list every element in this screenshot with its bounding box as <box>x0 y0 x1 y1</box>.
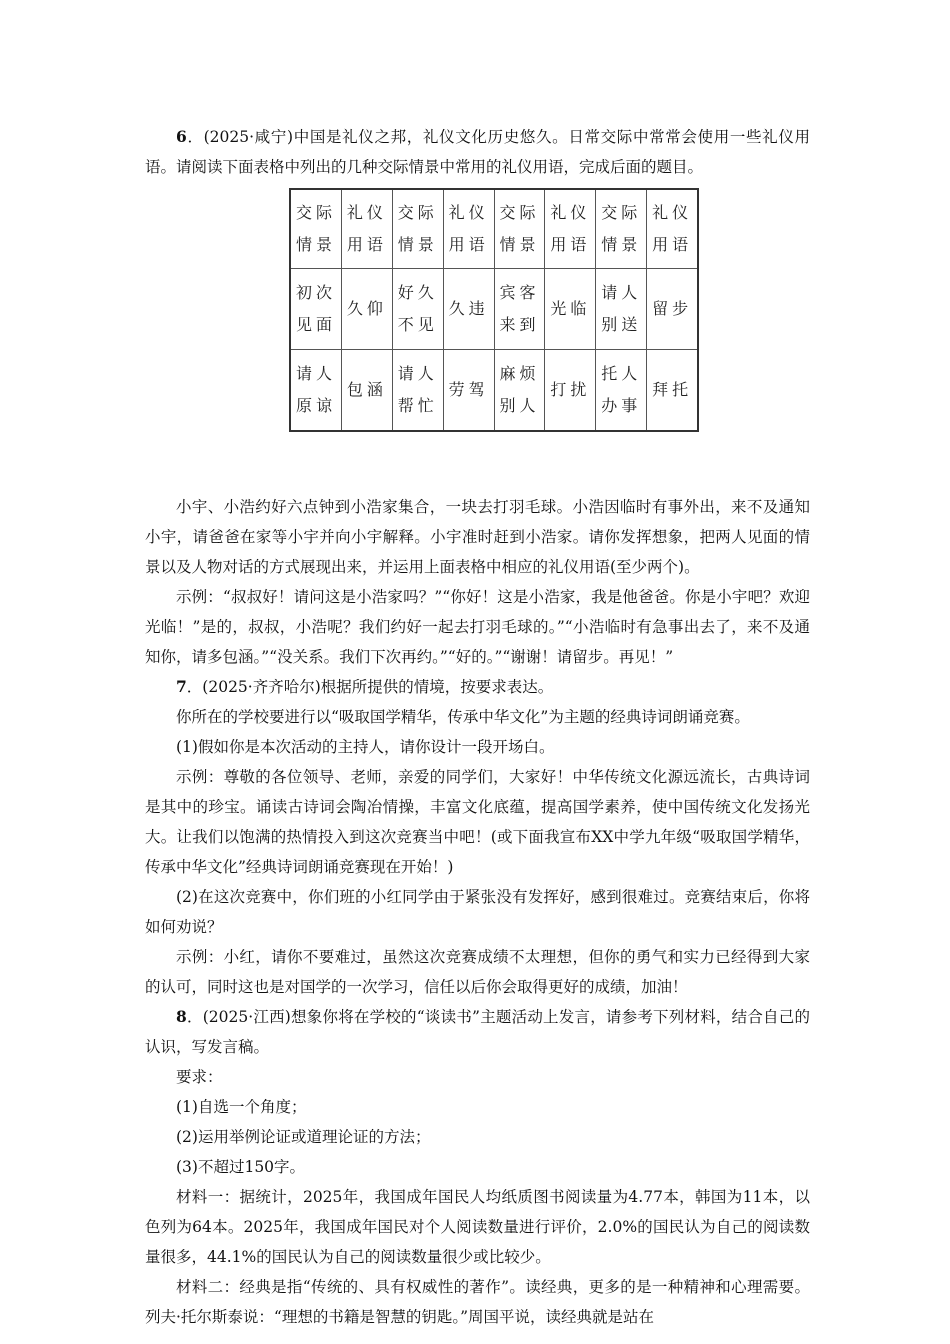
question-7-prompt <box>145 672 810 702</box>
question-8-material-1: 材料一：据统计，2025年，我国成年国民人均纸质图书阅读量为4.77本，韩国为11本，以色列为64本。2025年，我国成年国民对个人阅读数量进行评价，2.0%的国民认为自己的阅读数量很多，44.1%的国民认为自己的阅读数量很少或比较少。 <box>145 1188 810 1266</box>
table-cell: 麻烦别人 <box>494 350 545 432</box>
table-header-cell: 交际情景 <box>596 189 647 269</box>
question-8-requirement-3: (3)不超过150字。 <box>176 1158 306 1176</box>
question-6-number: 6 <box>176 127 187 146</box>
table-row <box>290 350 698 432</box>
question-8-material-2: 材料二：经典是指“传统的、具有权威性的著作”。读经典，更多的是一种精神和心理需要。列夫·托尔斯泰说：“理想的书籍是智慧的钥匙。”周国平说，读经典就是站在 <box>145 1278 810 1326</box>
table-cell: 初次见面 <box>290 269 341 350</box>
table-cell: 好久不见 <box>392 269 443 350</box>
table-cell: 打扰 <box>545 350 596 432</box>
table-header-cell: 礼仪用语 <box>647 189 698 269</box>
table-cell: 拜托 <box>647 350 698 432</box>
question-8-requirement-1: (1)自选一个角度； <box>176 1098 307 1116</box>
question-6-scenario: 小宇、小浩约好六点钟到小浩家集合，一块去打羽毛球。小浩因临时有事外出，来不及通知小宇，请爸爸在家等小宇并向小宇解释。小宇准时赶到小浩家。请你发挥想象，把两人见面的情景以及人物对话的方式展现出来，并运用上面表格中相应的礼仪用语(至少两个)。 <box>145 498 810 576</box>
table-cell: 劳驾 <box>443 350 494 432</box>
question-8-number: 8 <box>176 1007 187 1026</box>
question-6-example: 示例：“叔叔好！请问这是小浩家吗？”“你好！这是小浩家，我是他爸爸。你是小宇吧？欢迎光临！”是的，叔叔，小浩呢？我们约好一起去打羽毛球的。”“小浩临时有急事出去了，来不及通知你，请多包涵。”“没关系。我们下次再约。”“好的。”“谢谢！请留步。再见！” <box>145 588 810 666</box>
table-header-cell: 礼仪用语 <box>545 189 596 269</box>
question-7-example-2: 示例：小红，请你不要难过，虽然这次竞赛成绩不太理想，但你的勇气和实力已经得到大家的认可，同时这也是对国学的一次学习，信任以后你会取得更好的成绩，加油！ <box>145 948 810 996</box>
table-cell: 请人别送 <box>596 269 647 350</box>
table-cell: 光临 <box>545 269 596 350</box>
table-header-cell: 礼仪用语 <box>341 189 392 269</box>
etiquette-table-wrapper <box>289 188 699 432</box>
table-cell: 久违 <box>443 269 494 350</box>
table-row <box>290 269 698 350</box>
question-7-example-1: 示例：尊敬的各位领导、老师，亲爱的同学们，大家好！中华传统文化源远流长，古典诗词是其中的珍宝。诵读古诗词会陶冶情操，丰富文化底蕴，提高国学素养，使中国传统文化发扬光大。让我们以饱满的热情投入到这次竞赛当中吧！(或下面我宣布XX中学九年级“吸取国学精华，传承中华文化”经典诗词朗诵竞赛现在开始！) <box>145 768 810 876</box>
table-cell: 留步 <box>647 269 698 350</box>
question-8-requirements-title: 要求： <box>176 1068 223 1086</box>
question-7-number: 7 <box>176 677 187 696</box>
table-cell: 请人帮忙 <box>392 350 443 432</box>
question-8-requirement-2: (2)运用举例论证或道理论证的方法； <box>176 1128 431 1146</box>
table-cell: 请人原谅 <box>290 350 341 432</box>
question-8-text: ．(2025·江西)想象你将在学校的“谈读书”主题活动上发言，请参考下列材料，结合自己的认识，写发言稿。 <box>145 1008 810 1056</box>
table-cell: 包涵 <box>341 350 392 432</box>
question-6-text: ．(2025·咸宁)中国是礼仪之邦，礼仪文化历史悠久。日常交际中常常会使用一些礼仪用语。请阅读下面表格中列出的几种交际情景中常用的礼仪用语，完成后面的题目。 <box>145 128 810 176</box>
question-7-text: ．(2025·齐齐哈尔)根据所提供的情境，按要求表达。 <box>186 678 554 696</box>
question-7-part-2: (2)在这次竞赛中，你们班的小红同学由于紧张没有发挥好，感到很难过。竞赛结束后，你将如何劝说？ <box>145 888 810 936</box>
table-cell: 托人办事 <box>596 350 647 432</box>
table-header-cell: 礼仪用语 <box>443 189 494 269</box>
table-header-cell: 交际情景 <box>290 189 341 269</box>
table-header-cell: 交际情景 <box>494 189 545 269</box>
question-7-part-1: (1)假如你是本次活动的主持人，请你设计一段开场白。 <box>176 738 555 756</box>
question-6-prompt <box>145 122 810 182</box>
table-header-cell: 交际情景 <box>392 189 443 269</box>
etiquette-table <box>289 188 699 432</box>
table-cell: 宾客来到 <box>494 269 545 350</box>
document-content <box>145 122 810 1332</box>
question-8-prompt <box>145 1002 810 1062</box>
table-cell: 久仰 <box>341 269 392 350</box>
table-header-row <box>290 189 698 269</box>
question-7-context: 你所在的学校要进行以“吸取国学精华，传承中华文化”为主题的经典诗词朗诵竞赛。 <box>176 708 750 726</box>
